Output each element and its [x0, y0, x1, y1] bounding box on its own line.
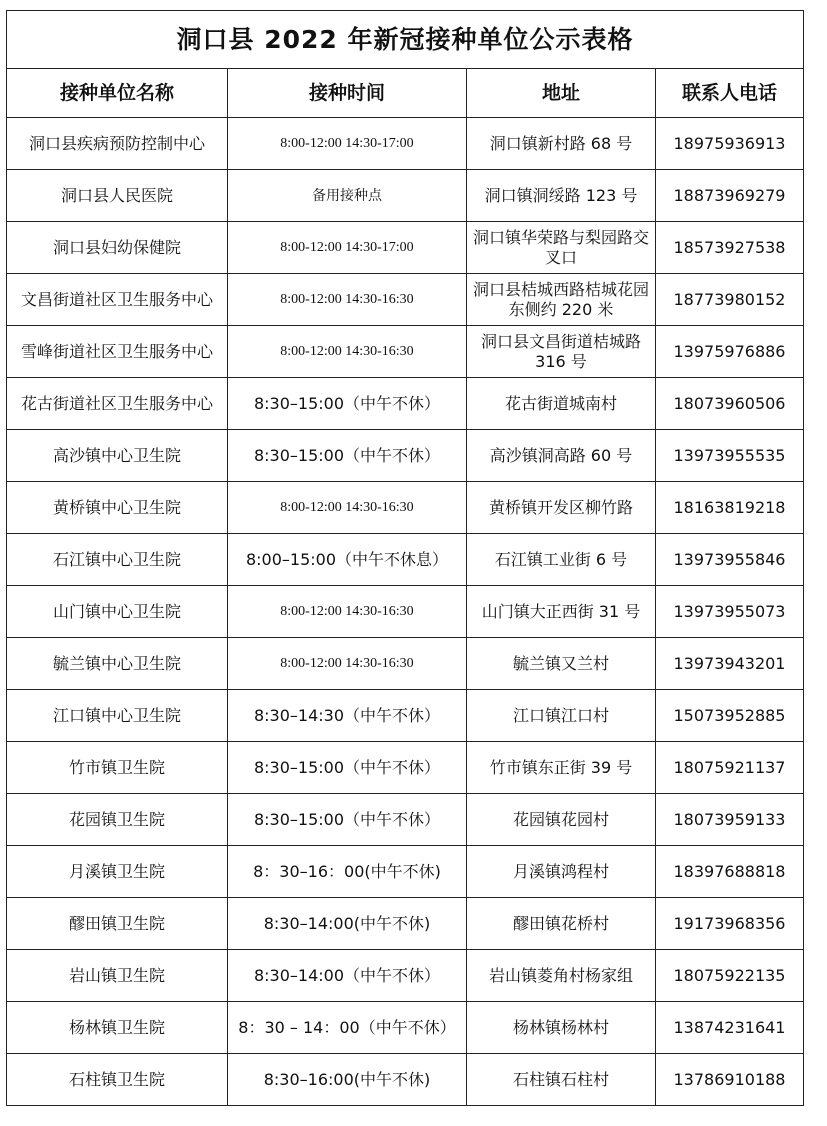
phone-cell: 13973955535 [656, 430, 804, 482]
unit-name-cell: 文昌街道社区卫生服务中心 [7, 274, 228, 326]
header-unit-name: 接种单位名称 [7, 69, 228, 118]
vaccination-table [6, 10, 804, 1106]
phone-cell: 18397688818 [656, 846, 804, 898]
address-cell: 洞口镇新村路 68 号 [467, 118, 656, 170]
time-cell: 8:00-12:00 14:30-16:30 [228, 638, 467, 690]
time-cell: 8:30–15:00（中午不休） [228, 742, 467, 794]
table-row [7, 794, 804, 846]
phone-cell: 18163819218 [656, 482, 804, 534]
phone-cell: 19173968356 [656, 898, 804, 950]
address-cell: 洞口镇洞绥路 123 号 [467, 170, 656, 222]
unit-name-cell: 洞口县疾病预防控制中心 [7, 118, 228, 170]
header-time: 接种时间 [228, 69, 467, 118]
phone-cell: 18073959133 [656, 794, 804, 846]
time-cell: 8:30–16:00(中午不休) [228, 1054, 467, 1106]
address-cell: 醪田镇花桥村 [467, 898, 656, 950]
address-cell: 花园镇花园村 [467, 794, 656, 846]
table-row [7, 378, 804, 430]
header-phone: 联系人电话 [656, 69, 804, 118]
unit-name-cell: 高沙镇中心卫生院 [7, 430, 228, 482]
table-row [7, 742, 804, 794]
table-row [7, 118, 804, 170]
unit-name-cell: 花园镇卫生院 [7, 794, 228, 846]
unit-name-cell: 杨林镇卫生院 [7, 1002, 228, 1054]
time-cell: 8:00-12:00 14:30-17:00 [228, 118, 467, 170]
time-cell: 8:30–15:00（中午不休） [228, 378, 467, 430]
unit-name-cell: 石江镇中心卫生院 [7, 534, 228, 586]
table-row [7, 1002, 804, 1054]
table-row [7, 950, 804, 1002]
time-cell: 8:00-12:00 14:30-16:30 [228, 482, 467, 534]
unit-name-cell: 竹市镇卫生院 [7, 742, 228, 794]
address-cell: 花古街道城南村 [467, 378, 656, 430]
page-title: 洞口县 2022 年新冠接种单位公示表格 [7, 11, 804, 69]
header-row [7, 69, 804, 118]
address-cell: 山门镇大正西街 31 号 [467, 586, 656, 638]
time-cell: 8:30–14:00(中午不休) [228, 898, 467, 950]
address-cell: 竹市镇东正街 39 号 [467, 742, 656, 794]
time-cell: 8:00-12:00 14:30-16:30 [228, 586, 467, 638]
table-row [7, 274, 804, 326]
time-cell: 8:00–15:00（中午不休息） [228, 534, 467, 586]
table-row [7, 482, 804, 534]
address-cell: 毓兰镇又兰村 [467, 638, 656, 690]
time-cell: 备用接种点 [228, 170, 467, 222]
table-row [7, 534, 804, 586]
table-row [7, 326, 804, 378]
address-cell: 洞口镇华荣路与梨园路交叉口 [467, 222, 656, 274]
phone-cell: 18075922135 [656, 950, 804, 1002]
address-cell: 岩山镇菱角村杨家组 [467, 950, 656, 1002]
time-cell: 8:30–14:00（中午不休） [228, 950, 467, 1002]
unit-name-cell: 山门镇中心卫生院 [7, 586, 228, 638]
table-row [7, 690, 804, 742]
table-row [7, 430, 804, 482]
phone-cell: 13973943201 [656, 638, 804, 690]
phone-cell: 18773980152 [656, 274, 804, 326]
address-cell: 月溪镇鸿程村 [467, 846, 656, 898]
phone-cell: 18573927538 [656, 222, 804, 274]
phone-cell: 18873969279 [656, 170, 804, 222]
phone-cell: 13973955846 [656, 534, 804, 586]
phone-cell: 13973955073 [656, 586, 804, 638]
unit-name-cell: 洞口县妇幼保健院 [7, 222, 228, 274]
unit-name-cell: 月溪镇卫生院 [7, 846, 228, 898]
table-row [7, 898, 804, 950]
phone-cell: 18075921137 [656, 742, 804, 794]
unit-name-cell: 花古街道社区卫生服务中心 [7, 378, 228, 430]
address-cell: 高沙镇洞高路 60 号 [467, 430, 656, 482]
phone-cell: 15073952885 [656, 690, 804, 742]
unit-name-cell: 石柱镇卫生院 [7, 1054, 228, 1106]
time-cell: 8：30 – 14：00（中午不休） [228, 1002, 467, 1054]
time-cell: 8:30–14:30（中午不休） [228, 690, 467, 742]
address-cell: 石柱镇石柱村 [467, 1054, 656, 1106]
table-row [7, 638, 804, 690]
unit-name-cell: 岩山镇卫生院 [7, 950, 228, 1002]
unit-name-cell: 洞口县人民医院 [7, 170, 228, 222]
time-cell: 8：30–16：00(中午不休) [228, 846, 467, 898]
header-address: 地址 [467, 69, 656, 118]
table-row [7, 846, 804, 898]
address-cell: 洞口县桔城西路桔城花园东侧约 220 米 [467, 274, 656, 326]
table-row [7, 170, 804, 222]
address-cell: 石江镇工业街 6 号 [467, 534, 656, 586]
unit-name-cell: 雪峰街道社区卫生服务中心 [7, 326, 228, 378]
time-cell: 8:00-12:00 14:30-16:30 [228, 274, 467, 326]
phone-cell: 13786910188 [656, 1054, 804, 1106]
unit-name-cell: 毓兰镇中心卫生院 [7, 638, 228, 690]
unit-name-cell: 黄桥镇中心卫生院 [7, 482, 228, 534]
table-row [7, 586, 804, 638]
unit-name-cell: 醪田镇卫生院 [7, 898, 228, 950]
time-cell: 8:30–15:00（中午不休） [228, 430, 467, 482]
time-cell: 8:00-12:00 14:30-17:00 [228, 222, 467, 274]
table-row [7, 1054, 804, 1106]
address-cell: 洞口县文昌街道桔城路 316 号 [467, 326, 656, 378]
table-row [7, 222, 804, 274]
address-cell: 杨林镇杨林村 [467, 1002, 656, 1054]
phone-cell: 13975976886 [656, 326, 804, 378]
address-cell: 黄桥镇开发区柳竹路 [467, 482, 656, 534]
phone-cell: 18975936913 [656, 118, 804, 170]
phone-cell: 18073960506 [656, 378, 804, 430]
address-cell: 江口镇江口村 [467, 690, 656, 742]
time-cell: 8:00-12:00 14:30-16:30 [228, 326, 467, 378]
title-row [7, 11, 804, 69]
time-cell: 8:30–15:00（中午不休） [228, 794, 467, 846]
phone-cell: 13874231641 [656, 1002, 804, 1054]
unit-name-cell: 江口镇中心卫生院 [7, 690, 228, 742]
